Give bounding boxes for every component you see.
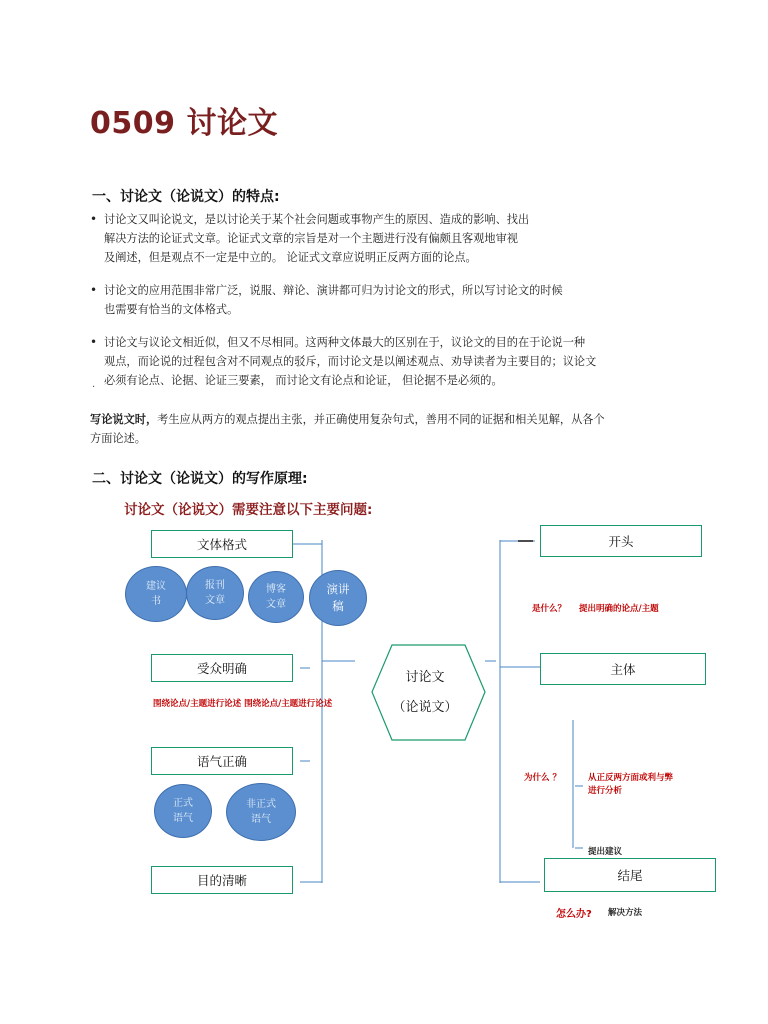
box-ending: 结尾 (544, 858, 716, 892)
circle-formal: 正式 语气 (154, 784, 212, 838)
box-audience: 受众明确 (151, 654, 293, 682)
box-tone: 语气正确 (151, 747, 293, 775)
bullet-line: 也需要有恰当的文体格式。 (104, 303, 239, 316)
circle-informal: 非正式 语气 (226, 783, 296, 841)
why-answer-1: 从正反两方面或利与弊 (588, 773, 674, 783)
section-heading-features: 一、讨论文（论说文）的特点: (92, 189, 280, 205)
circle-newspaper: 报刊 文章 (186, 566, 244, 620)
center-label-2: （论说文） (392, 700, 458, 715)
bullet-line: • 讨论文又叫论说文，是以讨论关于某个社会问题或事物产生的原因、造成的影响、找出 (104, 213, 530, 226)
box-format: 文体格式 (151, 530, 293, 558)
box-purpose: 目的清晰 (151, 866, 293, 894)
audience-note: 围绕论点/主题进行论述 围绕论点/主题进行论述 (153, 699, 333, 709)
circle-blog: 博客 文章 (248, 571, 304, 623)
note-bold: 写论说文时， (90, 413, 158, 426)
what-answer: 提出明确的论点/主题 (579, 604, 659, 614)
bullet-line: 解决方法的论证式文章。论证式文章的宗旨是对一个主题进行没有偏颇且客观地审视 (104, 232, 518, 245)
note-text-2: 方面论述。 (90, 432, 146, 445)
bullet-line: 及阐述，但是观点不一定是中立的。 论证式文章应说明正反两方面的论点。 (104, 251, 477, 264)
page-title: 0509 讨论文 (90, 106, 278, 141)
circle-proposal: 建议 书 (125, 566, 187, 622)
section-heading-principles: 二、讨论文（论说文）的写作原理: (92, 471, 308, 487)
suggest-label: 提出建议 (588, 847, 623, 857)
diagram-subtitle: 讨论文（论说文）需要注意以下主要问题: (124, 502, 373, 518)
how-answer: 解决方法 (608, 908, 643, 918)
box-body: 主体 (540, 653, 706, 685)
how-question: 怎么办? (556, 909, 592, 920)
bullet-line: 观点，而论说的过程包含对不同观点的驳斥，而讨论文是以阐述观点、劝导读者为主要目的；议论文 (104, 355, 597, 368)
separator-dot: · (92, 382, 96, 393)
why-answer-2: 进行分析 (588, 786, 623, 796)
bullet-line: • 讨论文与议论文相近似，但又不尽相同。这两种文体最大的区别在于，议论文的目的在于论说一种 (104, 336, 586, 349)
note-text: 考生应从两方的观点提出主张，并正确使用复杂句式，善用不同的证据和相关见解，从各个 (157, 413, 605, 426)
bullet-line: 必须有论点、论据、论证三要素， 而讨论文有论点和论证， 但论据不是必须的。 (104, 374, 503, 387)
what-question: 是什么？ (532, 604, 567, 614)
circle-speech: 演讲 稿 (309, 570, 367, 626)
why-question: 为什么 ？ (524, 773, 561, 783)
center-label: 讨论文 (405, 670, 445, 685)
bullet-line: • 讨论文的应用范围非常广泛，说服、辩论、演讲都可归为讨论文的形式，所以写讨论文的时候 (104, 284, 563, 297)
box-opening: 开头 (540, 525, 702, 557)
center-hexagon (372, 645, 485, 740)
